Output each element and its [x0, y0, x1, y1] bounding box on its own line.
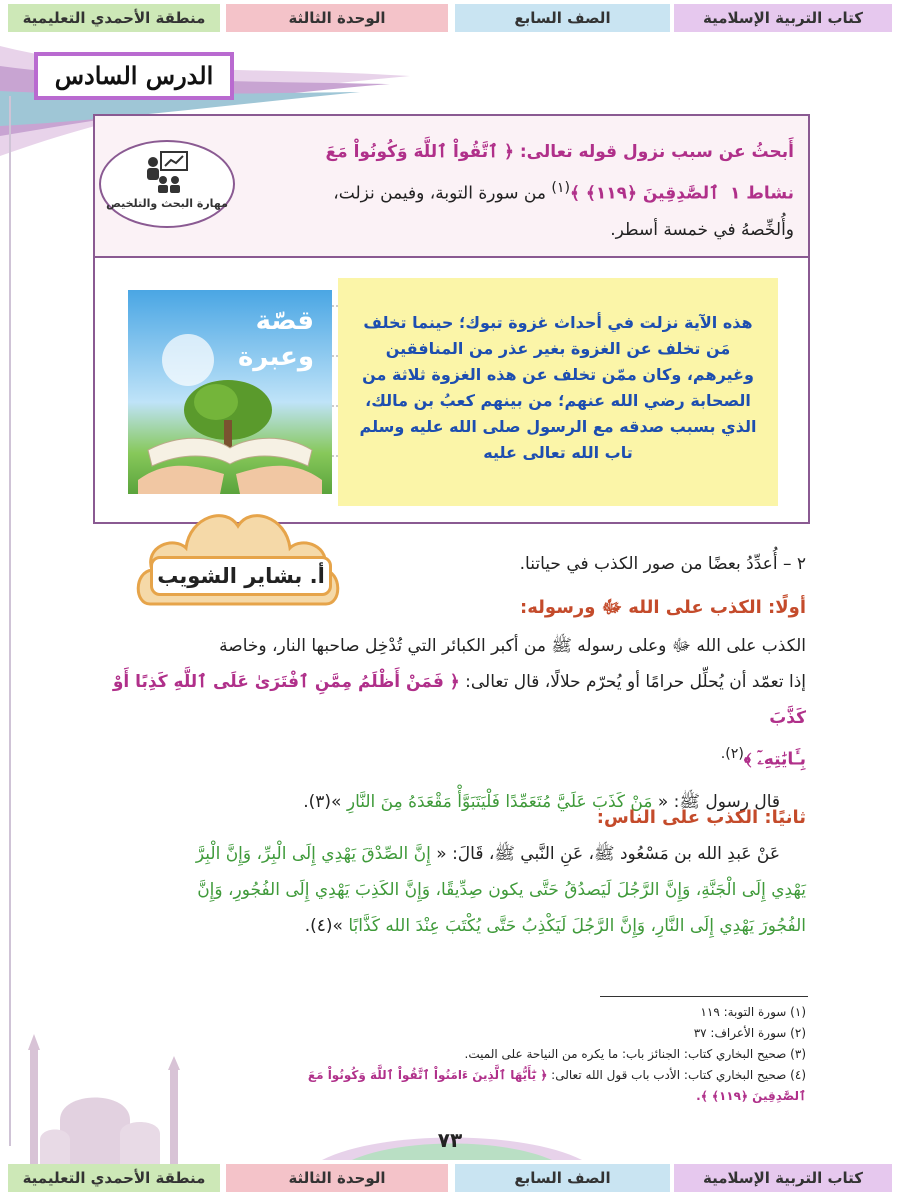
- activity-header: [95, 116, 808, 258]
- section-1-line-3: [90, 736, 806, 778]
- hadith-text-1: مَنْ كَذَبَ عَلَيَّ مُتَعَمِّدًا فَلْيَتَبَوَّأْ مَقْعَدَهُ مِنَ النَّارِ: [346, 791, 653, 812]
- footnotes: [266, 1002, 806, 1107]
- section-2-narration: عَنْ عَبدِ الله بن مَسْعُود ﷺ، عَنِ النَّبي ﷺ، قَالَ: «: [430, 844, 780, 864]
- section-1-paragraph: [90, 628, 806, 820]
- header-tab-region: منطقة الأحمدي التعليمية: [8, 4, 220, 32]
- story-image-word-1: قصّة: [255, 306, 314, 336]
- section-1-verse-part-2: بِـَٔايَٰتِهِۦٓ ﴾: [743, 749, 806, 770]
- hadith-text-2c: الفُجُورَ يَهْدِي إِلَى النَّارِ، وَإِنَّ الرَّجُلَ لَيَكْذِبُ حَتَّى يُكْتَبَ عِنْدَ الله كَذَّابًا: [348, 916, 806, 936]
- footnote-ref-2: (٢).: [720, 746, 744, 762]
- activity-label: نشاط ١: [729, 183, 794, 204]
- footer-tab-unit: الوحدة الثالثة: [226, 1164, 448, 1192]
- activity-verse-part-1: أَبحثُ عن سبب نزول قوله تعالى: ﴿ ٱتَّقُواْ ٱللَّهَ وَكُونُواْ مَعَ: [325, 142, 794, 162]
- story-panel: [338, 278, 778, 506]
- footer-tab-grade: الصف السابع: [455, 1164, 670, 1192]
- section-2-paragraph: [90, 836, 806, 944]
- hadith-end-2: »(٤).: [304, 916, 349, 936]
- activity-line-2: [246, 170, 794, 212]
- story-image: [128, 290, 332, 494]
- section-1-line-1: الكذب على الله ﷻ وعلى رسوله ﷺ من أكبر الكبائر التي تُدْخِل صاحبها النار، وخاصة: [219, 636, 806, 656]
- item-2: ٢ – أُعدِّدُ بعضًا من صور الكذب في حياتنا.: [519, 554, 806, 574]
- section-2-heading: ثانيًا: الكذب على الناس:: [596, 807, 806, 828]
- section-2-line-1: [90, 836, 806, 872]
- footnote-ref-1: (١): [551, 180, 570, 196]
- footnote-3: (٣) صحيح البخاري كتاب: الجنائز باب: ما يكره من النياحة على الميت.: [464, 1047, 806, 1061]
- activity-line-3: وأُلخِّصهُ في خمسة أسطر.: [610, 219, 794, 240]
- footnote-4: [266, 1065, 806, 1107]
- header-bar: [0, 4, 900, 34]
- page-number: ٧٣: [437, 1128, 463, 1152]
- footnote-divider: [600, 996, 808, 997]
- header-tab-unit: الوحدة الثالثة: [226, 4, 448, 32]
- section-2-line-3: [90, 908, 806, 944]
- story-text: هذه الآية نزلت في أحداث غزوة تبوك؛ حينما تخلف مَن تخلف عن الغزوة بغير عذر من المنافقين وغيرهم، وكان ممّن تخلف عن هذه الغزوة ثلاثة من الصحابة رضي الله عنهم؛ من بينهم كعبُ بن مالك، الذي بسبب صدقه مع الرسول صلى الله عليه وسلم تاب الله تعالى عليه: [359, 313, 757, 462]
- hadith-text-2a: إِنَّ الصِّدْقَ يَهْدِي إِلَى الْبِرِّ، وَإِنَّ الْبِرَّ: [195, 844, 431, 864]
- presentation-icon: [143, 150, 191, 194]
- section-1-line-2-text: إذا تعمّد أن يُحلِّل حرامًا أو يُحرّم حلالًا، قال تعالى:: [459, 672, 806, 692]
- section-1-heading: أولًا: الكذب على الله ﷻ ورسوله:: [520, 597, 806, 618]
- footnote-4-verse: ﴿ يَٰٓأَيُّهَا ٱلَّذِينَ ءَامَنُواْ ٱتَّقُواْ ٱللَّهَ وَكُونُواْ مَعَ ٱلصَّٰدِقِينَ ﴿١١٩﴾ ﴾.: [307, 1068, 806, 1103]
- activity-verse-part-2: ٱلصَّٰدِقِينَ ﴿١١٩﴾ ﴾: [570, 183, 720, 204]
- section-2-line-2: يَهْدِي إِلَى الْجَنَّةِ، وَإِنَّ الرَّجُلَ لَيَصدُقُ حَتَّى يكون صِدِّيقًا، وَإِنَّ الكَذِبَ يَهْدِي إِلَى الفُجُورِ، وَإِنَّ: [197, 880, 806, 900]
- section-1-line-2: [90, 664, 806, 736]
- book-tree-illustration: [128, 290, 332, 494]
- story-image-word-2: وعبرة: [237, 342, 314, 372]
- footer-tab-region: منطقة الأحمدي التعليمية: [8, 1164, 220, 1192]
- header-tab-grade: الصف السابع: [455, 4, 670, 32]
- mosque-silhouette: [0, 1030, 220, 1164]
- activity-line-2-text: من سورة التوبة، وفيمن نزلت،: [333, 183, 552, 204]
- author-name: أ. بشاير الشويب: [150, 556, 332, 596]
- lesson-title: الدرس السادس: [34, 52, 234, 100]
- activity-line-1: [246, 134, 794, 170]
- skill-label: مهارة البحث والتلخيص: [106, 197, 228, 210]
- section-1-verse-part-1: ﴿ فَمَنْ أَظْلَمُ مِمَّنِ ٱفْتَرَىٰ عَلَى ٱللَّهِ كَذِبًا أَوْ كَذَّبَ: [112, 672, 806, 728]
- footer-bar: [0, 1164, 900, 1194]
- header-tab-book: كتاب التربية الإسلامية: [674, 4, 892, 32]
- hadith-end-1: »(٣).: [303, 791, 347, 812]
- footnote-4-text: (٤) صحيح البخاري كتاب: الأدب باب قول الله تعالى:: [547, 1068, 806, 1082]
- footer-tab-book: كتاب التربية الإسلامية: [674, 1164, 892, 1192]
- activity-text: [246, 134, 794, 248]
- hadith-intro: قال رسول ﷺ: «: [652, 791, 780, 812]
- skill-badge: [99, 140, 235, 228]
- footnote-1: (١) سورة التوبة: ١١٩: [700, 1005, 806, 1019]
- footnote-2: (٢) سورة الأعراف: ٣٧: [693, 1026, 806, 1040]
